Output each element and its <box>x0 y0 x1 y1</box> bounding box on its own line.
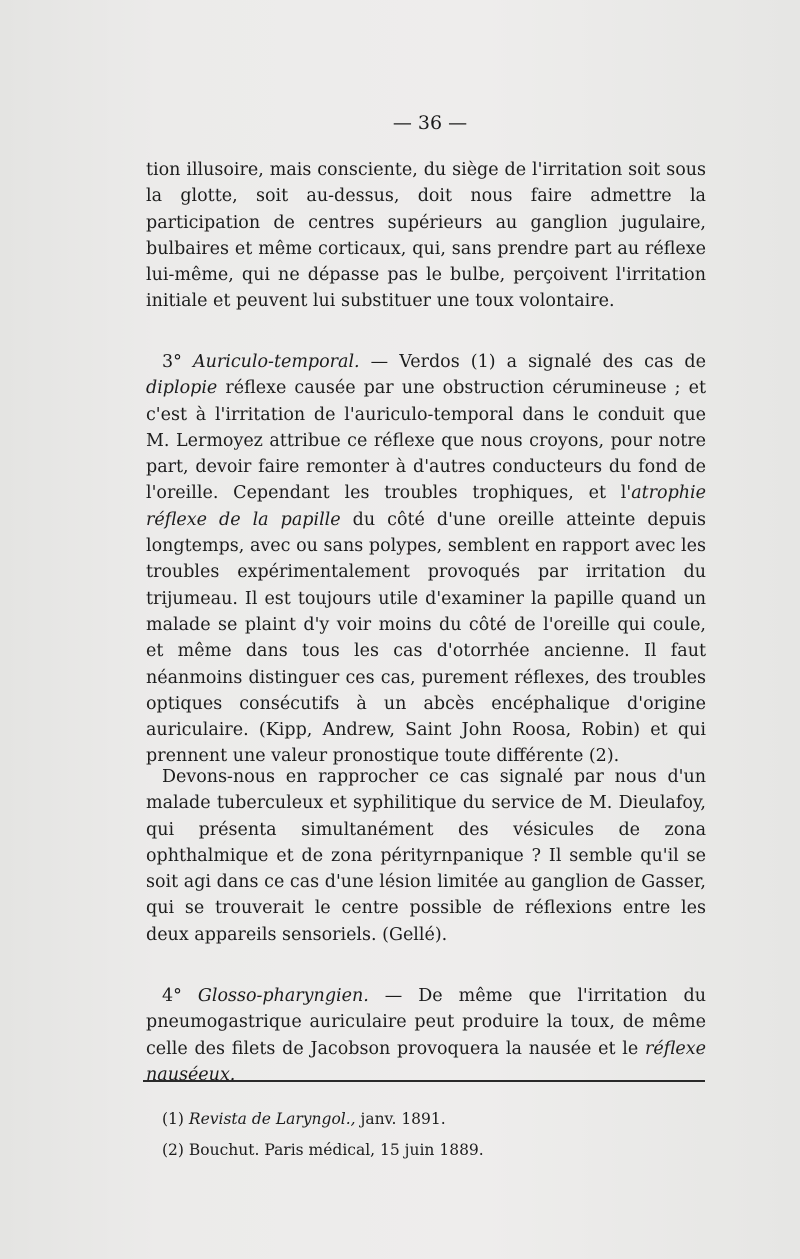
footnote-source-title: Revista de Laryngol., <box>188 1110 356 1128</box>
paragraph-auriculo-temporal <box>146 349 706 770</box>
footnote-text: Bouchut. Paris médical, 15 juin 1889. <box>183 1141 484 1159</box>
section-number: 4° <box>162 986 182 1006</box>
footnote-text: janv. 1891. <box>355 1110 446 1128</box>
footnote-1 <box>162 1109 446 1129</box>
paragraph-text: réflexe causée par une obstruction cérumineuse ; et c'est à l'irritation de l'auriculo-temporal dans le conduit que M. Lermoyez attribue ce réflexe que nous croyons, pour notre part, devoir faire remonter à d'autres conducteurs du fond de l'oreille. Cependant les troubles trophiques, et l' <box>146 378 706 504</box>
section-heading: Glosso-pharyngien. <box>197 986 369 1006</box>
emphasis-term: atrophie réflexe de la papille <box>146 483 706 530</box>
paragraph-text: — De même que l'irritation du pneumogastrique auriculaire peut produire la toux, de même celle des filets de Jacobson provoquera la nausée et le <box>146 986 706 1059</box>
section-number: 3° <box>162 352 182 372</box>
section-heading: Auriculo-temporal. <box>192 352 360 372</box>
paragraph-continuation <box>146 157 706 315</box>
page-number: — 36 — <box>392 112 468 134</box>
footnote-marker: (2) <box>162 1141 184 1159</box>
emphasis-term: réflexe nauséeux. <box>146 1038 706 1085</box>
paragraph-text: — Verdos (1) a signalé des cas de <box>359 352 706 372</box>
emphasis-term: diplopie <box>146 378 218 399</box>
paragraph-zona <box>146 764 706 948</box>
paragraph-text: du côté d'une oreille atteinte depuis longtemps, avec ou sans polypes, semblent en rapport avec les troubles expérimentalement provoqués par irritation du trijumeau. Il est toujours utile d'examiner la papille quand un malade se plaint d'y voir moins du côté de l'oreille qui coule, et même dans tous les cas d'otorrhée ancienne. Il faut néanmoins distinguer ces cas, purement réflexes, des troubles optiques consécutifs à un abcès encéphalique d'origine auriculaire. (Kipp, Andrew, Saint John Roosa, Robin) et qui prennent une valeur pronostique toute différente (2). <box>146 509 706 767</box>
footnote-divider <box>143 1080 705 1082</box>
footnote-2 <box>162 1140 484 1160</box>
paragraph-text: Devons-nous en rapprocher ce cas signalé par nous d'un malade tuberculeux et syphilitique du service de M. Dieulafoy, qui présenta simultanément des vésicules de zona ophthalmique et de zona pérityrnpanique ? Il semble qu'il se soit agi dans ce cas d'une lésion limitée au ganglion de Gasser, qui se trouverait le centre possible de réflexions entre les deux appareils sensoriels. (Gellé). <box>146 767 706 945</box>
paragraph-text: tion illusoire, mais consciente, du siège de l'irritation soit sous la glotte, soit au-dessus, doit nous faire admettre la participation de centres supérieurs au ganglion jugulaire, bulbaires et même corticaux, qui, sans prendre part au réflexe lui-même, qui ne dépasse pas le bulbe, perçoivent l'irritation initiale et peuvent lui substituer une toux volontaire. <box>146 160 706 312</box>
paragraph-glosso-pharyngien <box>146 983 706 1088</box>
footnote-marker: (1) <box>162 1110 184 1128</box>
